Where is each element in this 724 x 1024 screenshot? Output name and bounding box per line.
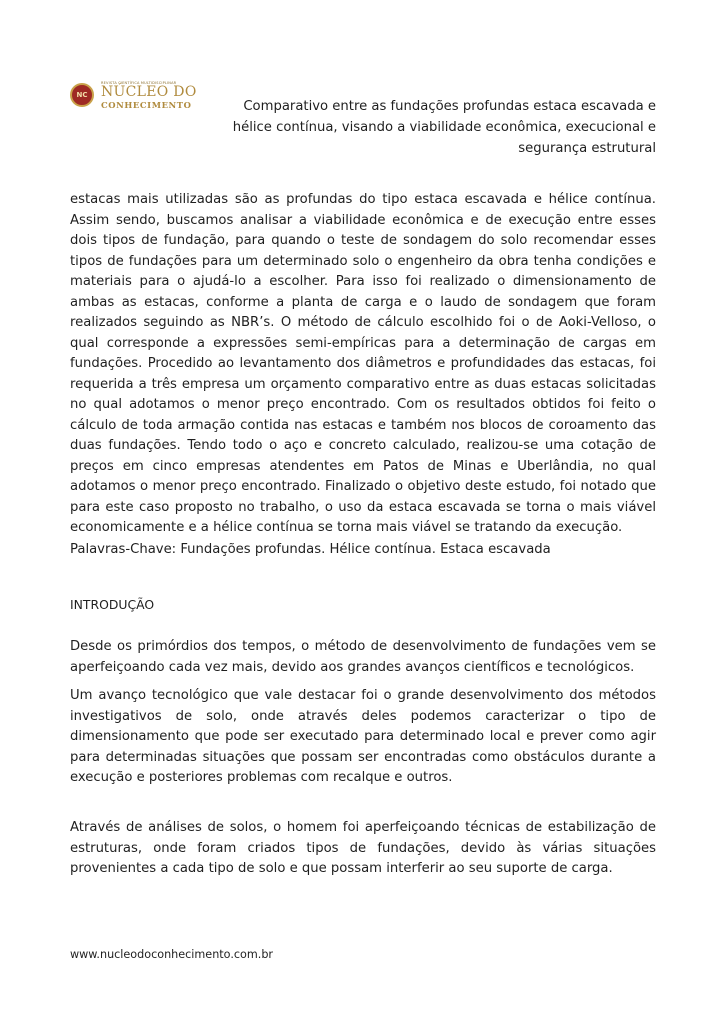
section-heading: INTRODUÇÃO [70, 597, 155, 612]
paragraph-text: Através de análises de solos, o homem foi aperfeiçoando técnicas de estabilização de estruturas, onde foram criados tipos de fundações, devido às várias situações provenientes a cada tipo de solo e que possam interferir ao seu suporte de carga. [70, 820, 656, 876]
journal-logo [70, 80, 220, 114]
abstract-continuation [70, 190, 656, 539]
logo-seal-icon: NC [70, 83, 94, 107]
logo-tagline: REVISTA CIENTÍFICA MULTIDISCIPLINAR [101, 81, 177, 85]
keywords: Palavras-Chave: Fundações profundas. Hélice contínua. Estaca escavada [70, 542, 551, 557]
logo-wordmark-sub: CONHECIMENTO [101, 100, 192, 110]
running-head-title: Comparativo entre as fundações profundas estaca escavada e hélice contínua, visando a viabilidade econômica, execucional e segurança estrutural [232, 99, 656, 156]
logo-wordmark: NÚCLEO DO [101, 84, 197, 100]
paragraph-text: Um avanço tecnológico que vale destacar foi o grande desenvolvimento dos métodos investigativos de solo, onde através deles podemos caracterizar o tipo de dimensionamento que pode ser executado para determinado local e prever como agir para determinadas situações que possam ser encontradas como obstáculos durante a execução e posteriores problemas com recalque e outros. [70, 688, 656, 785]
intro-paragraph-2 [70, 686, 656, 789]
intro-paragraph-1 [70, 637, 656, 678]
paragraph-text: Desde os primórdios dos tempos, o método de desenvolvimento de fundações vem se aperfeiçoando cada vez mais, devido aos grandes avanços científicos e tecnológicos. [70, 639, 656, 675]
footer-url: www.nucleodoconhecimento.com.br [70, 948, 274, 961]
intro-paragraph-3 [70, 818, 656, 880]
abstract-text: estacas mais utilizadas são as profundas do tipo estaca escavada e hélice contínua. Assim sendo, buscamos analisar a viabilidade econômica e de execução entre esses dois tipos de fundação, para quando o teste de sondagem do solo recomendar esses tipos de fundações para um determinado solo o engenheiro da obra tenha condições e materiais para o ajudá-lo a escolher. Para isso foi realizado o dimensionamento de ambas as estacas, conforme a planta de carga e o laudo de sondagem que foram realizados seguindo as NBR’s. O método de cálculo escolhido foi o de Aoki-Velloso, o qual corresponde a expressões semi-empíricas para a determinação de cargas em fundações. Procedido ao levantamento dos diâmetros e profundidades das estacas, foi requerida a três empresa um orçamento comparativo entre as duas estacas solicitadas no qual adotamos o menor preço encontrado. Com os resultados obtidos foi feito o cálculo de toda armação contida nas estacas e também nos blocos de coroamento das duas fundações. Tendo todo o aço e concreto calculado, realizou-se uma cotação de preços em cinco empresas atendentes em Patos de Minas e Uberlândia, no qual adotamos o menor preço encontrado. Finalizado o objetivo deste estudo, foi notado que para este caso proposto no trabalho, o uso da estaca escavada se torna o mais viável economicamente e a hélice contínua se torna mais viável se tratando da execução. [70, 192, 656, 535]
